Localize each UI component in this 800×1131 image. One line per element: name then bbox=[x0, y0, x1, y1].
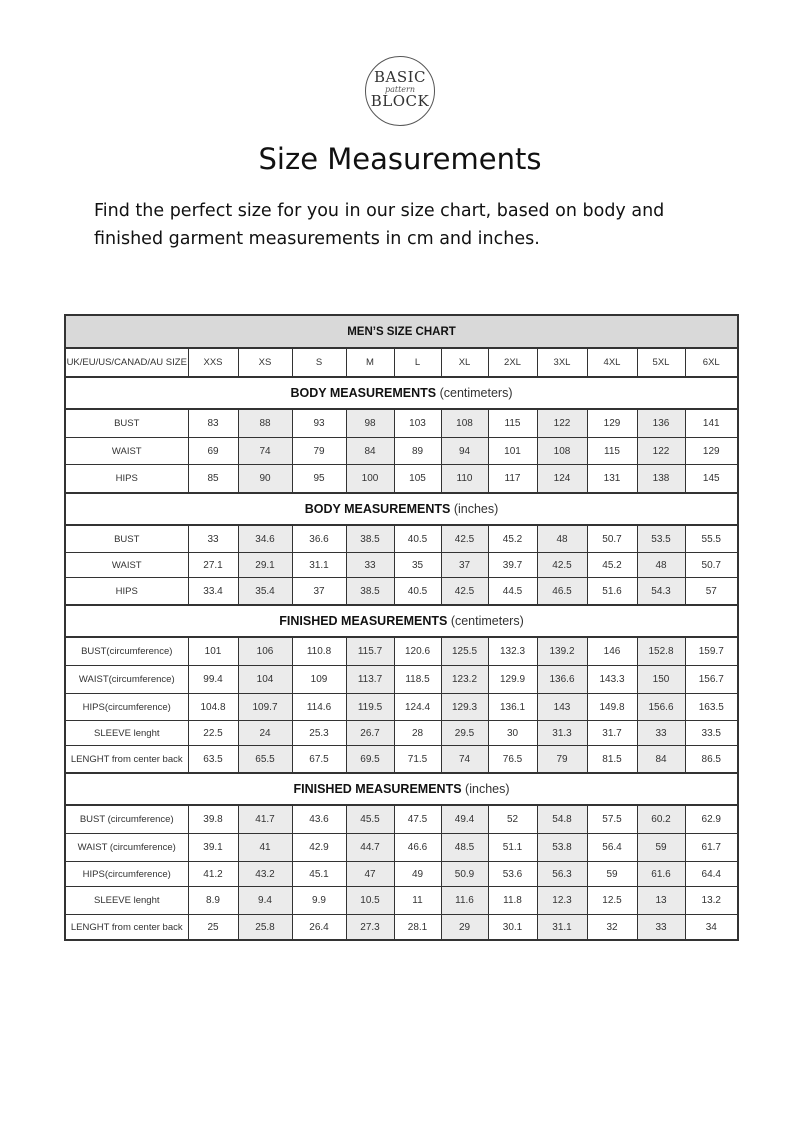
measurement-cell: 55.5 bbox=[685, 525, 738, 553]
section-unit: (inches) bbox=[453, 502, 499, 516]
size-header: 3XL bbox=[537, 348, 587, 377]
size-header: XL bbox=[441, 348, 488, 377]
measurement-cell: 109.7 bbox=[238, 694, 292, 721]
size-header: 6XL bbox=[685, 348, 738, 377]
measurement-cell: 28 bbox=[394, 721, 441, 746]
size-chart-table bbox=[64, 314, 739, 941]
measurement-cell: 115 bbox=[488, 409, 537, 438]
measurement-cell: 37 bbox=[441, 553, 488, 578]
measurement-cell: 13 bbox=[637, 887, 685, 915]
measurement-cell: 45.2 bbox=[488, 525, 537, 553]
size-header: 4XL bbox=[587, 348, 637, 377]
size-header: 2XL bbox=[488, 348, 537, 377]
section-title: FINISHED MEASUREMENTS bbox=[293, 782, 462, 796]
measurement-cell: 84 bbox=[346, 438, 394, 465]
measurement-cell: 33 bbox=[346, 553, 394, 578]
measurement-cell: 33 bbox=[637, 721, 685, 746]
section-header-row bbox=[65, 493, 738, 525]
measurement-cell: 120.6 bbox=[394, 637, 441, 666]
measurement-cell: 47 bbox=[346, 862, 394, 887]
measurement-cell: 61.6 bbox=[637, 862, 685, 887]
measurement-cell: 42.5 bbox=[441, 578, 488, 606]
measurement-cell: 25.8 bbox=[238, 915, 292, 941]
measurement-cell: 48 bbox=[637, 553, 685, 578]
measurement-cell: 62.9 bbox=[685, 805, 738, 834]
measurement-cell: 43.2 bbox=[238, 862, 292, 887]
measurement-cell: 42.5 bbox=[537, 553, 587, 578]
measurement-cell: 122 bbox=[637, 438, 685, 465]
section-title: BODY MEASUREMENTS bbox=[304, 502, 451, 516]
measurement-cell: 101 bbox=[188, 637, 238, 666]
measurement-cell: 152.8 bbox=[637, 637, 685, 666]
measurement-cell: 8.9 bbox=[188, 887, 238, 915]
table-row bbox=[65, 721, 738, 746]
measurement-cell: 29.1 bbox=[238, 553, 292, 578]
measurement-cell: 54.3 bbox=[637, 578, 685, 606]
measurement-cell: 40.5 bbox=[394, 525, 441, 553]
measurement-cell: 59 bbox=[587, 862, 637, 887]
section-header bbox=[65, 493, 738, 525]
measurement-cell: 54.8 bbox=[537, 805, 587, 834]
table-row bbox=[65, 438, 738, 465]
measurement-cell: 9.4 bbox=[238, 887, 292, 915]
measurement-cell: 71.5 bbox=[394, 746, 441, 774]
measurement-cell: 31.3 bbox=[537, 721, 587, 746]
chart-title: MEN’S SIZE CHART bbox=[65, 315, 738, 348]
measurement-cell: 69 bbox=[188, 438, 238, 465]
measurement-cell: 108 bbox=[441, 409, 488, 438]
measurement-cell: 37 bbox=[292, 578, 346, 606]
page-title: Size Measurements bbox=[258, 142, 542, 176]
measurement-cell: 53.5 bbox=[637, 525, 685, 553]
measurement-cell: 36.6 bbox=[292, 525, 346, 553]
section-title: BODY MEASUREMENTS bbox=[290, 386, 437, 400]
table-row bbox=[65, 834, 738, 862]
row-label: SLEEVE lenght bbox=[65, 887, 188, 915]
measurement-cell: 105 bbox=[394, 465, 441, 494]
section-header bbox=[65, 605, 738, 637]
measurement-cell: 26.4 bbox=[292, 915, 346, 941]
measurement-cell: 41 bbox=[238, 834, 292, 862]
measurement-cell: 44.5 bbox=[488, 578, 537, 606]
logo-line-1: BASIC bbox=[373, 68, 427, 86]
measurement-cell: 88 bbox=[238, 409, 292, 438]
measurement-cell: 93 bbox=[292, 409, 346, 438]
measurement-cell: 39.1 bbox=[188, 834, 238, 862]
measurement-cell: 56.4 bbox=[587, 834, 637, 862]
measurement-cell: 11.8 bbox=[488, 887, 537, 915]
measurement-cell: 59 bbox=[637, 834, 685, 862]
measurement-cell: 136.1 bbox=[488, 694, 537, 721]
measurement-cell: 63.5 bbox=[188, 746, 238, 774]
measurement-cell: 94 bbox=[441, 438, 488, 465]
measurement-cell: 84 bbox=[637, 746, 685, 774]
measurement-cell: 163.5 bbox=[685, 694, 738, 721]
section-unit: (centimeters) bbox=[450, 614, 524, 628]
measurement-cell: 30 bbox=[488, 721, 537, 746]
measurement-cell: 39.8 bbox=[188, 805, 238, 834]
measurement-cell: 115.7 bbox=[346, 637, 394, 666]
measurement-cell: 145 bbox=[685, 465, 738, 494]
measurement-cell: 65.5 bbox=[238, 746, 292, 774]
measurement-cell: 141 bbox=[685, 409, 738, 438]
measurement-cell: 51.6 bbox=[587, 578, 637, 606]
measurement-cell: 50.7 bbox=[685, 553, 738, 578]
row-label: WAIST (circumference) bbox=[65, 834, 188, 862]
measurement-cell: 51.1 bbox=[488, 834, 537, 862]
measurement-cell: 98 bbox=[346, 409, 394, 438]
measurement-cell: 22.5 bbox=[188, 721, 238, 746]
measurement-cell: 90 bbox=[238, 465, 292, 494]
size-header-row bbox=[65, 348, 738, 377]
measurement-cell: 41.7 bbox=[238, 805, 292, 834]
brand-logo bbox=[365, 56, 435, 126]
measurement-cell: 61.7 bbox=[685, 834, 738, 862]
measurement-cell: 146 bbox=[587, 637, 637, 666]
measurement-cell: 74 bbox=[238, 438, 292, 465]
size-label: UK/EU/US/CANAD/AU SIZE bbox=[65, 348, 188, 377]
measurement-cell: 33 bbox=[188, 525, 238, 553]
measurement-cell: 138 bbox=[637, 465, 685, 494]
row-label: BUST(circumference) bbox=[65, 637, 188, 666]
measurement-cell: 11 bbox=[394, 887, 441, 915]
measurement-cell: 99.4 bbox=[188, 666, 238, 694]
measurement-cell: 76.5 bbox=[488, 746, 537, 774]
measurement-cell: 9.9 bbox=[292, 887, 346, 915]
measurement-cell: 119.5 bbox=[346, 694, 394, 721]
measurement-cell: 122 bbox=[537, 409, 587, 438]
measurement-cell: 43.6 bbox=[292, 805, 346, 834]
measurement-cell: 67.5 bbox=[292, 746, 346, 774]
measurement-cell: 48.5 bbox=[441, 834, 488, 862]
measurement-cell: 27.3 bbox=[346, 915, 394, 941]
measurement-cell: 60.2 bbox=[637, 805, 685, 834]
size-header: XS bbox=[238, 348, 292, 377]
measurement-cell: 106 bbox=[238, 637, 292, 666]
measurement-cell: 31.1 bbox=[537, 915, 587, 941]
measurement-cell: 25.3 bbox=[292, 721, 346, 746]
measurement-cell: 39.7 bbox=[488, 553, 537, 578]
row-label: WAIST bbox=[65, 438, 188, 465]
table-row bbox=[65, 694, 738, 721]
measurement-cell: 139.2 bbox=[537, 637, 587, 666]
row-label: HIPS bbox=[65, 465, 188, 494]
measurement-cell: 57.5 bbox=[587, 805, 637, 834]
table-row bbox=[65, 862, 738, 887]
section-unit: (centimeters) bbox=[439, 386, 513, 400]
table-row bbox=[65, 465, 738, 494]
table-row bbox=[65, 746, 738, 774]
chart-title-row bbox=[65, 315, 738, 348]
row-label: LENGHT from center back bbox=[65, 915, 188, 941]
size-header: XXS bbox=[188, 348, 238, 377]
row-label: HIPS(circumference) bbox=[65, 694, 188, 721]
measurement-cell: 29 bbox=[441, 915, 488, 941]
section-header-row bbox=[65, 605, 738, 637]
measurement-cell: 46.5 bbox=[537, 578, 587, 606]
row-label: LENGHT from center back bbox=[65, 746, 188, 774]
measurement-cell: 45.5 bbox=[346, 805, 394, 834]
measurement-cell: 125.5 bbox=[441, 637, 488, 666]
measurement-cell: 109 bbox=[292, 666, 346, 694]
measurement-cell: 74 bbox=[441, 746, 488, 774]
measurement-cell: 40.5 bbox=[394, 578, 441, 606]
measurement-cell: 12.3 bbox=[537, 887, 587, 915]
measurement-cell: 52 bbox=[488, 805, 537, 834]
measurement-cell: 34.6 bbox=[238, 525, 292, 553]
measurement-cell: 79 bbox=[292, 438, 346, 465]
section-header-row bbox=[65, 773, 738, 805]
measurement-cell: 104 bbox=[238, 666, 292, 694]
table-row bbox=[65, 887, 738, 915]
row-label: BUST bbox=[65, 525, 188, 553]
section-header bbox=[65, 773, 738, 805]
measurement-cell: 132.3 bbox=[488, 637, 537, 666]
measurement-cell: 124 bbox=[537, 465, 587, 494]
measurement-cell: 143 bbox=[537, 694, 587, 721]
measurement-cell: 143.3 bbox=[587, 666, 637, 694]
table-row bbox=[65, 915, 738, 941]
measurement-cell: 49 bbox=[394, 862, 441, 887]
measurement-cell: 131 bbox=[587, 465, 637, 494]
size-header: M bbox=[346, 348, 394, 377]
measurement-cell: 101 bbox=[488, 438, 537, 465]
measurement-cell: 79 bbox=[537, 746, 587, 774]
measurement-cell: 129.9 bbox=[488, 666, 537, 694]
measurement-cell: 31.7 bbox=[587, 721, 637, 746]
row-label: BUST (circumference) bbox=[65, 805, 188, 834]
measurement-cell: 150 bbox=[637, 666, 685, 694]
measurement-cell: 30.1 bbox=[488, 915, 537, 941]
measurement-cell: 110 bbox=[441, 465, 488, 494]
section-header-row bbox=[65, 377, 738, 409]
table-row bbox=[65, 553, 738, 578]
measurement-cell: 108 bbox=[537, 438, 587, 465]
table-row bbox=[65, 666, 738, 694]
row-label: HIPS(circumference) bbox=[65, 862, 188, 887]
measurement-cell: 123.2 bbox=[441, 666, 488, 694]
measurement-cell: 44.7 bbox=[346, 834, 394, 862]
measurement-cell: 49.4 bbox=[441, 805, 488, 834]
measurement-cell: 83 bbox=[188, 409, 238, 438]
measurement-cell: 110.8 bbox=[292, 637, 346, 666]
measurement-cell: 117 bbox=[488, 465, 537, 494]
measurement-cell: 129 bbox=[685, 438, 738, 465]
size-header: S bbox=[292, 348, 346, 377]
measurement-cell: 100 bbox=[346, 465, 394, 494]
measurement-cell: 103 bbox=[394, 409, 441, 438]
measurement-cell: 136.6 bbox=[537, 666, 587, 694]
measurement-cell: 13.2 bbox=[685, 887, 738, 915]
measurement-cell: 35.4 bbox=[238, 578, 292, 606]
measurement-cell: 34 bbox=[685, 915, 738, 941]
measurement-cell: 29.5 bbox=[441, 721, 488, 746]
measurement-cell: 156.7 bbox=[685, 666, 738, 694]
table-row bbox=[65, 805, 738, 834]
measurement-cell: 45.2 bbox=[587, 553, 637, 578]
measurement-cell: 38.5 bbox=[346, 578, 394, 606]
measurement-cell: 53.6 bbox=[488, 862, 537, 887]
measurement-cell: 136 bbox=[637, 409, 685, 438]
measurement-cell: 129.3 bbox=[441, 694, 488, 721]
measurement-cell: 113.7 bbox=[346, 666, 394, 694]
measurement-cell: 25 bbox=[188, 915, 238, 941]
section-title: FINISHED MEASUREMENTS bbox=[279, 614, 448, 628]
size-header: L bbox=[394, 348, 441, 377]
logo-line-2: pattern bbox=[384, 85, 416, 94]
table-row bbox=[65, 637, 738, 666]
measurement-cell: 33.4 bbox=[188, 578, 238, 606]
measurement-cell: 11.6 bbox=[441, 887, 488, 915]
measurement-cell: 86.5 bbox=[685, 746, 738, 774]
row-label: BUST bbox=[65, 409, 188, 438]
measurement-cell: 10.5 bbox=[346, 887, 394, 915]
measurement-cell: 42.5 bbox=[441, 525, 488, 553]
measurement-cell: 53.8 bbox=[537, 834, 587, 862]
measurement-cell: 38.5 bbox=[346, 525, 394, 553]
measurement-cell: 64.4 bbox=[685, 862, 738, 887]
measurement-cell: 104.8 bbox=[188, 694, 238, 721]
measurement-cell: 24 bbox=[238, 721, 292, 746]
measurement-cell: 33.5 bbox=[685, 721, 738, 746]
measurement-cell: 114.6 bbox=[292, 694, 346, 721]
measurement-cell: 81.5 bbox=[587, 746, 637, 774]
measurement-cell: 149.8 bbox=[587, 694, 637, 721]
measurement-cell: 50.9 bbox=[441, 862, 488, 887]
measurement-cell: 47.5 bbox=[394, 805, 441, 834]
measurement-cell: 89 bbox=[394, 438, 441, 465]
measurement-cell: 12.5 bbox=[587, 887, 637, 915]
measurement-cell: 118.5 bbox=[394, 666, 441, 694]
row-label: WAIST(circumference) bbox=[65, 666, 188, 694]
measurement-cell: 129 bbox=[587, 409, 637, 438]
measurement-cell: 156.6 bbox=[637, 694, 685, 721]
measurement-cell: 85 bbox=[188, 465, 238, 494]
table-row bbox=[65, 578, 738, 606]
measurement-cell: 28.1 bbox=[394, 915, 441, 941]
measurement-cell: 95 bbox=[292, 465, 346, 494]
intro-text: Find the perfect size for you in our size chart, based on body and finished garment measurements in cm and inches. bbox=[94, 201, 665, 249]
measurement-cell: 50.7 bbox=[587, 525, 637, 553]
measurement-cell: 115 bbox=[587, 438, 637, 465]
size-header: 5XL bbox=[637, 348, 685, 377]
logo-line-3: BLOCK bbox=[370, 92, 430, 110]
measurement-cell: 32 bbox=[587, 915, 637, 941]
measurement-cell: 57 bbox=[685, 578, 738, 606]
measurement-cell: 46.6 bbox=[394, 834, 441, 862]
measurement-cell: 33 bbox=[637, 915, 685, 941]
measurement-cell: 31.1 bbox=[292, 553, 346, 578]
measurement-cell: 56.3 bbox=[537, 862, 587, 887]
section-unit: (inches) bbox=[465, 782, 510, 796]
measurement-cell: 27.1 bbox=[188, 553, 238, 578]
measurement-cell: 41.2 bbox=[188, 862, 238, 887]
measurement-cell: 159.7 bbox=[685, 637, 738, 666]
section-header bbox=[65, 377, 738, 409]
measurement-cell: 45.1 bbox=[292, 862, 346, 887]
measurement-cell: 26.7 bbox=[346, 721, 394, 746]
measurement-cell: 124.4 bbox=[394, 694, 441, 721]
measurement-cell: 69.5 bbox=[346, 746, 394, 774]
measurement-cell: 35 bbox=[394, 553, 441, 578]
measurement-cell: 48 bbox=[537, 525, 587, 553]
row-label: WAIST bbox=[65, 553, 188, 578]
measurement-cell: 42.9 bbox=[292, 834, 346, 862]
table-row bbox=[65, 525, 738, 553]
row-label: SLEEVE lenght bbox=[65, 721, 188, 746]
table-row bbox=[65, 409, 738, 438]
row-label: HIPS bbox=[65, 578, 188, 606]
